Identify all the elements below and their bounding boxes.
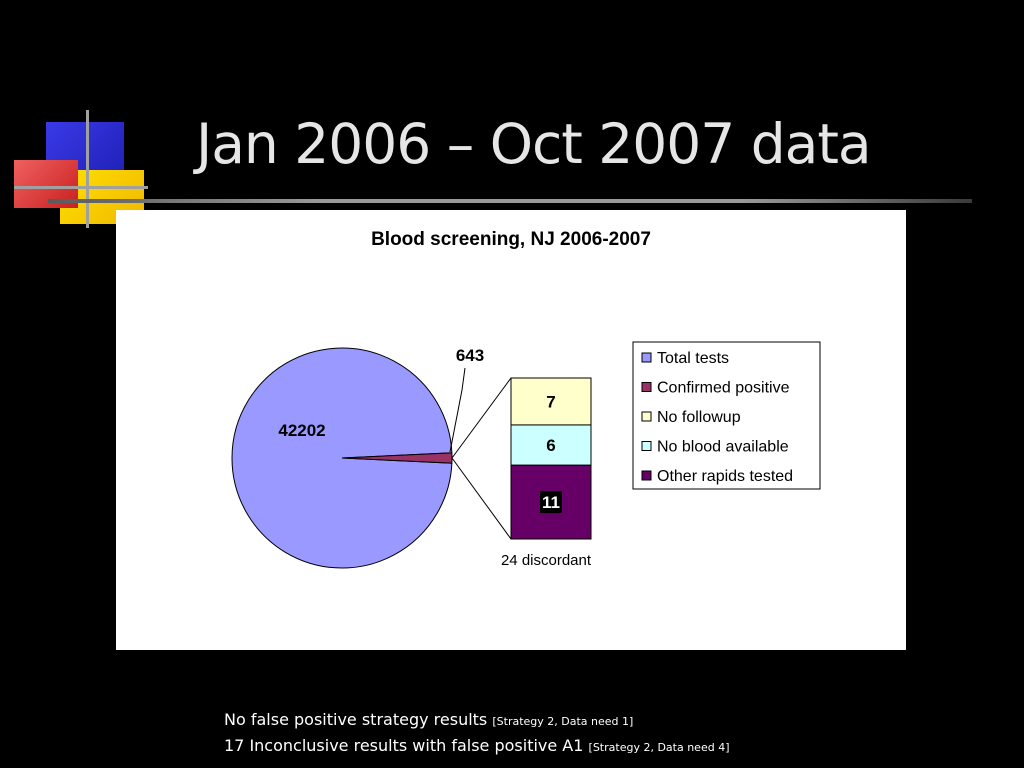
legend-swatch-no-followup [642,412,651,421]
chart-title: Blood screening, NJ 2006-2007 [371,229,651,250]
legend-swatch-no-blood-available [642,442,651,451]
legend-entry-no-blood-available: No blood available [657,438,789,456]
footer-line-1-text: No false positive strategy results [224,710,488,729]
footer-line-2 [224,734,729,760]
breakdown-label: 24 discordant [500,552,592,569]
chart-panel [116,210,906,650]
footer-line-2-text: 17 Inconclusive results with false positive A1 [224,736,584,755]
data-label-confirmed-positive: 643 [455,346,485,365]
footer-notes [224,708,729,760]
data-label-no-followup: 7 [546,392,556,412]
slide-title: Jan 2006 – Oct 2007 data [196,112,871,176]
legend-swatch-other-rapids-tested [642,471,651,480]
footer-line-1-note: [Strategy 2, Data need 1] [492,715,634,728]
deco-vertical-line [86,110,89,228]
chart-svg [116,210,906,650]
footer-line-2-note: [Strategy 2, Data need 4] [588,741,730,754]
legend-entry-confirmed-positive: Confirmed positive [657,379,790,397]
legend-entry-other-rapids-tested: Other rapids tested [657,468,794,485]
data-label-total-tests: 42202 [278,421,326,440]
connector-line-top [452,378,511,458]
legend-entry-no-followup: No followup [657,409,741,426]
legend-swatch-confirmed-positive [642,383,651,392]
data-label-other-rapids-tested: 11 [542,493,560,513]
legend-swatch-total-tests [642,353,651,362]
leader-line-confirmed-positive [450,368,465,452]
footer-line-1 [224,708,729,734]
title-divider [48,199,972,203]
legend-entry-total-tests: Total tests [657,350,730,367]
data-label-no-blood-available: 6 [546,436,556,456]
connector-line-bottom [452,458,511,539]
deco-horizontal-line [14,186,148,189]
